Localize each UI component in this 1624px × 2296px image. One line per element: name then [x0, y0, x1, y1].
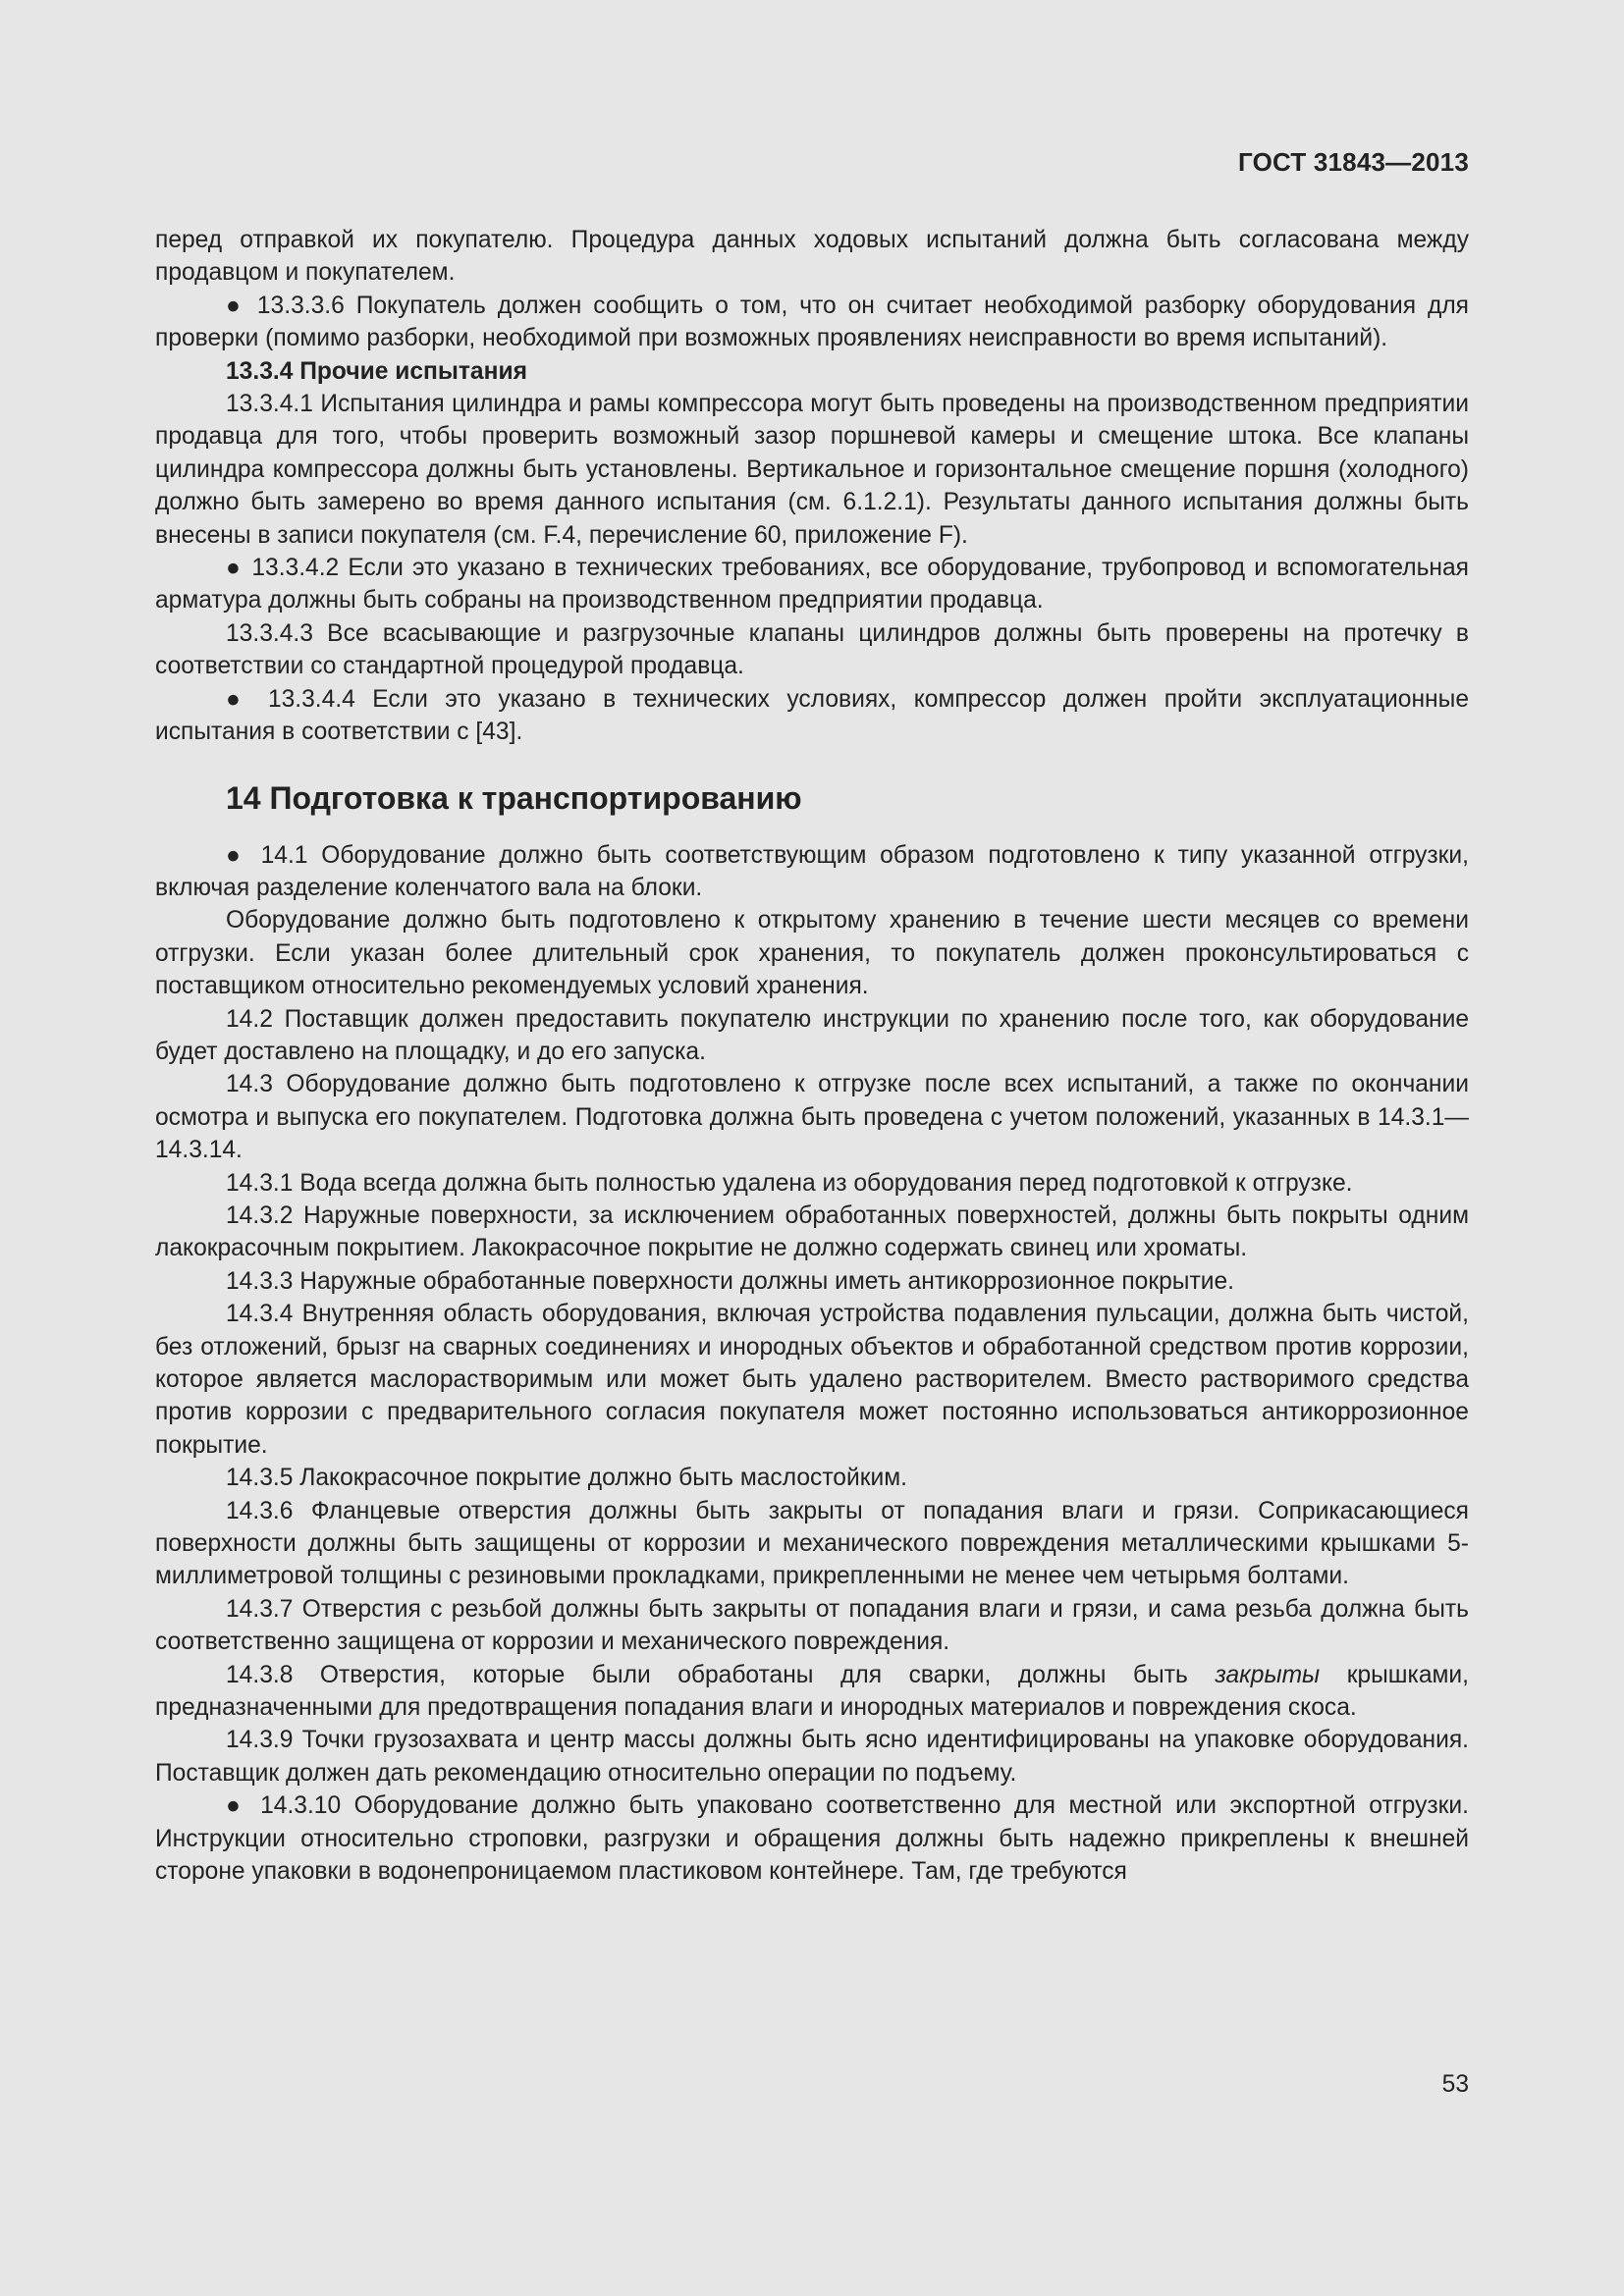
paragraph: 14.3.9 Точки грузозахвата и центр массы должны быть ясно идентифицированы на упаковке оборудования. Поставщик должен дать рекомендацию относительно операции по подъему. — [155, 1727, 1469, 1787]
paragraph: ● 14.3.10 Оборудование должно быть упаковано соответственно для местной или экспортной отгрузки. Инструкции относительно строповки, разгрузки и обращения должны быть надежно прикреплены к внешней стороне упаковки в водонепроницаемом пластиковом контейнере. Там, где требуются — [155, 1792, 1469, 1886]
paragraph: ● 14.1 Оборудование должно быть соответствующим образом подготовлено к типу указанной отгрузки, включая разделение коленчатого вала на блоки. — [155, 841, 1469, 901]
paragraph — [155, 1659, 1469, 1725]
paragraph: 14.3.3 Наружные обработанные поверхности должны иметь антикоррозионное покрытие. — [226, 1267, 1234, 1295]
paragraph: 14.3.7 Отверстия с резьбой должны быть закрыты от попадания влаги и грязи, и сама резьба должна быть соответственно защищена от коррозии и механического повреждения. — [155, 1595, 1469, 1656]
paragraph: 14.3.5 Лакокрасочное покрытие должно быть маслостойким. — [226, 1465, 907, 1492]
page-number: 53 — [1441, 2071, 1469, 2098]
paragraph: 14.3.2 Наружные поверхности, за исключением обработанных поверхностей, должны быть покрыты одним лакокрасочным покрытием. Лакокрасочное покрытие не должно содержать свинец или хроматы. — [155, 1201, 1469, 1262]
paragraph: 14.3.4 Внутренняя область оборудования, включая устройства подавления пульсации, должна быть чистой, без отложений, брызг на сварных соединениях и инородных объектов и обработанной средством против коррозии, которое является маслорастворимым или может быть удалено растворителем. Вместо растворимого средства против коррозии с предварительного согласия покупателя может постоянно использоваться антикоррозионное покрытие. — [155, 1301, 1469, 1459]
paragraph: ● 13.3.3.6 Покупатель должен сообщить о том, что он считает необходимой разборку оборудования для проверки (помимо разборки, необходимой при возможных проявлениях неисправности во время испытаний). — [155, 292, 1469, 352]
text-run: 14.3.8 Отверстия, которые были обработаны для сварки, должны быть — [226, 1661, 1216, 1688]
paragraph: 13.3.4.1 Испытания цилиндра и рамы компрессора могут быть проведены на производственном предприятии продавца для того, чтобы проверить возможный зазор поршневой камеры и смещение штока. Все клапаны цилиндра компрессора должны быть установлены. Вертикальное и горизонтальное смещение поршня (холодного) должно быть замерено во время данного испытания (см. 6.1.2.1). Результаты данного испытания должны быть внесены в записи покупателя (см. F.4, перечисление 60, приложение F). — [155, 391, 1469, 549]
paragraph: 14.2 Поставщик должен предоставить покупателю инструкции по хранению после того, как оборудование будет доставлено на площадку, и до его запуска. — [155, 1005, 1469, 1065]
standard-code: ГОСТ 31843—2013 — [1238, 147, 1469, 177]
paragraph: ● 13.3.4.4 Если это указано в технических условиях, компрессор должен пройти эксплуатационные испытания в соответствии с [43]. — [155, 685, 1469, 746]
section-heading: 14 Подготовка к транспортированию — [226, 779, 802, 816]
paragraph: 13.3.4.3 Все всасывающие и разгрузочные клапаны цилиндров должны быть проверены на протечку в соответствии со стандартной процедурой продавца. — [155, 619, 1469, 680]
paragraph: 14.3 Оборудование должно быть подготовлено к отгрузке после всех испытаний, а также по окончании осмотра и выпуска его покупателем. Подготовка должна быть проведена с учетом положений, указанных в 14.3.1—14.3.14. — [155, 1071, 1469, 1164]
paragraph: Оборудование должно быть подготовлено к открытому хранению в течение шести месяцев со времени отгрузки. Если указан более длительный срок хранения, то покупатель должен проконсультироваться с поставщиком относительно рекомендуемых условий хранения. — [155, 907, 1469, 1000]
paragraph: ● 13.3.4.2 Если это указано в технических требованиях, все оборудование, трубопровод и вспомогательная арматура должны быть собраны на производственном предприятии продавца. — [155, 555, 1469, 614]
emphasis-text: закрыты — [1215, 1661, 1321, 1688]
paragraph: 14.3.1 Вода всегда должна быть полностью удалена из оборудования перед подготовкой к отгрузке. — [226, 1169, 1353, 1197]
text-run: крышками, предназначенными для предотвращения попадания влаги и инородных материалов и повреждения скоса. — [155, 1661, 1469, 1722]
paragraph: 14.3.6 Фланцевые отверстия должны быть закрыты от попадания влаги и грязи. Соприкасающиеся поверхности должны быть защищены от коррозии и механического повреждения металлическими крышками 5-миллиметровой толщины с резиновыми прокладками, прикрепленными не менее чем четырьмя болтами. — [155, 1497, 1469, 1590]
paragraph: перед отправкой их покупателю. Процедура данных ходовых испытаний должна быть согласована между продавцом и покупателем. — [155, 227, 1469, 287]
document-body — [155, 224, 1469, 1889]
subsection-heading: 13.3.4 Прочие испытания — [226, 357, 527, 385]
